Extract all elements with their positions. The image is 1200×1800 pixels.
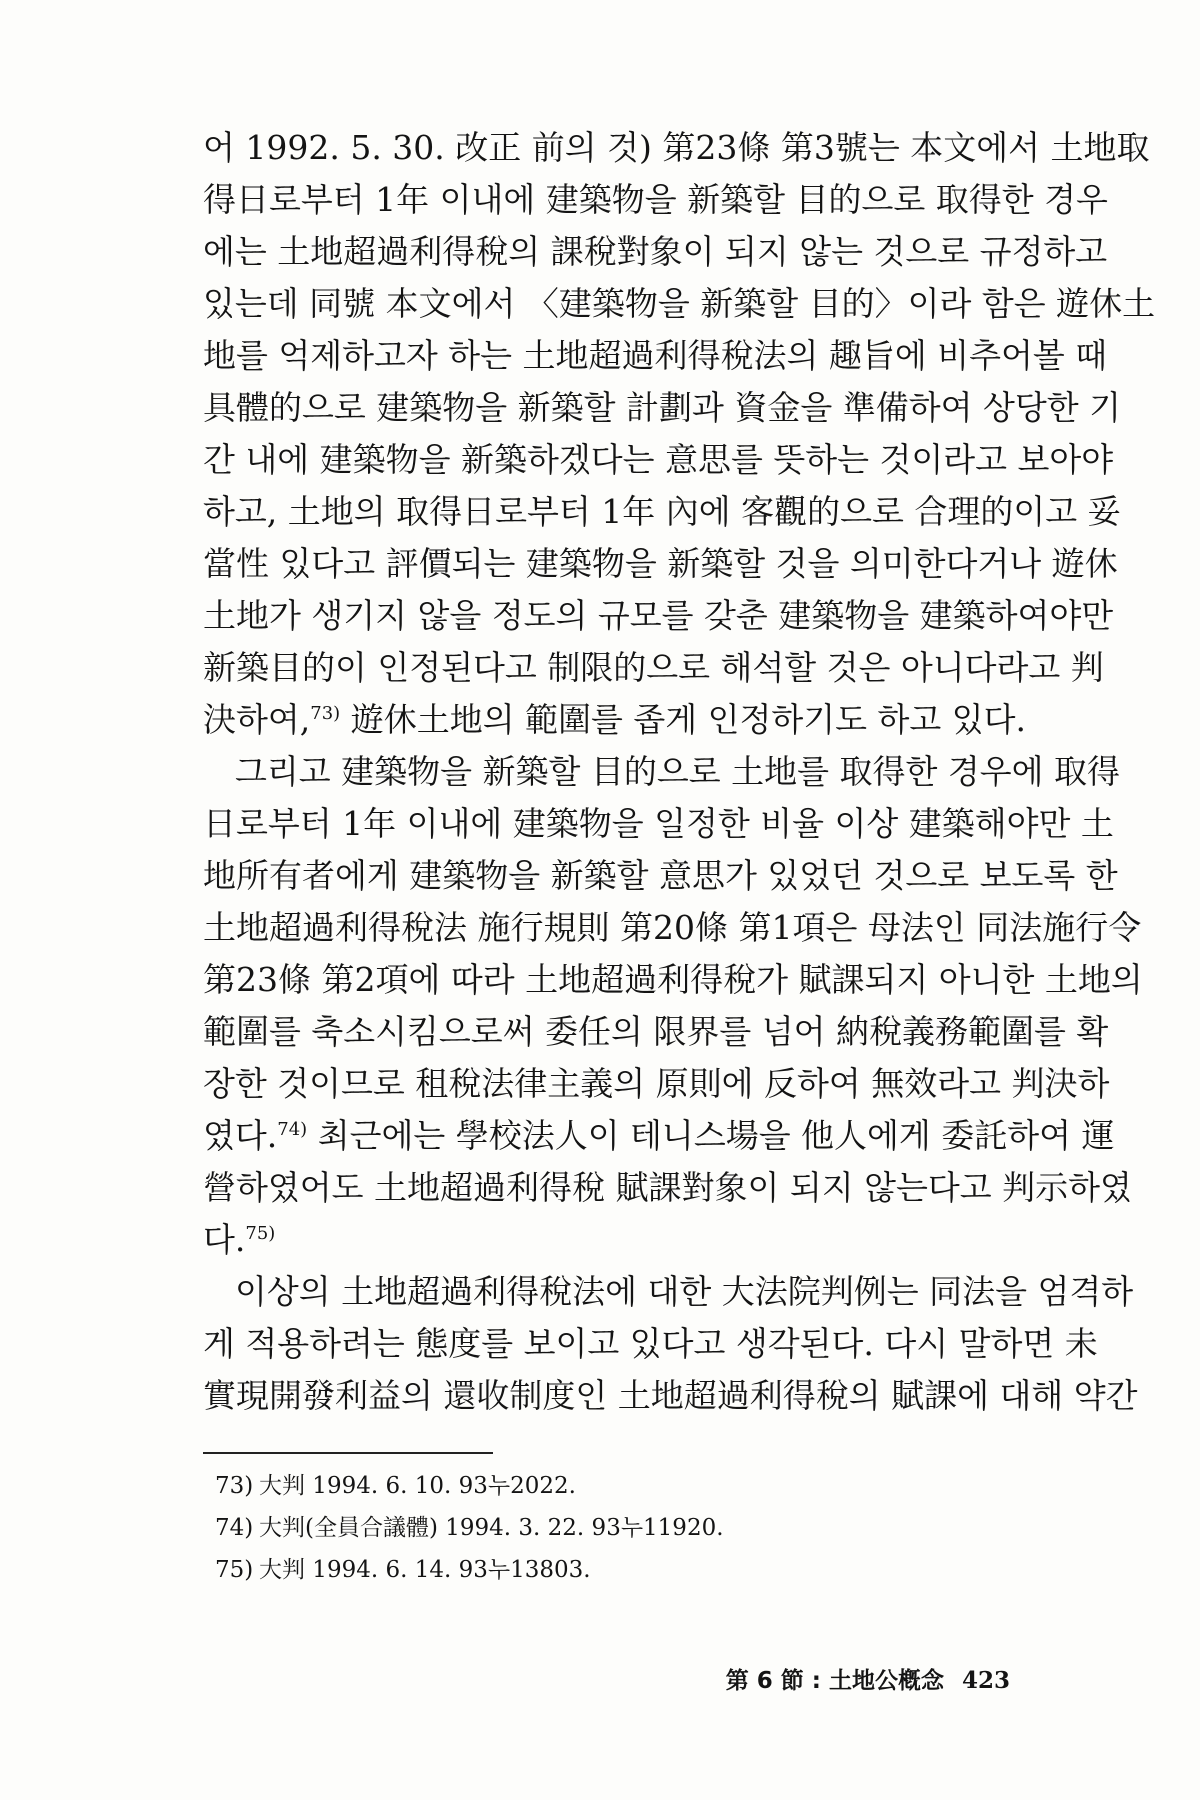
page-number: 423: [961, 1667, 1010, 1694]
body-line: 그리고 建築物을 新築할 目的으로 土地를 取得한 경우에 取得: [235, 752, 1120, 791]
body-line: 土地가 생기지 않을 정도의 규모를 갖춘 建築物을 建築하여야만: [203, 596, 1114, 635]
body-line: 實現開發利益의 還收制度인 土地超過利得稅의 賦課에 대해 약간: [203, 1376, 1138, 1415]
body-line: [203, 695, 1033, 745]
body-line: 具體的으로 建築物을 新築할 計劃과 資金을 準備하여 상당한 기: [203, 388, 1121, 427]
body-line: 있는데 同號 本文에서 〈建築物을 新築할 目的〉이라 함은 遊休土: [203, 284, 1156, 323]
footnote-ref-74: 74): [277, 1119, 308, 1140]
body-line: 어 1992. 5. 30. 改正 前의 것) 第23條 第3號는 本文에서 土地取: [203, 128, 1150, 167]
footnote: [215, 1510, 915, 1546]
body-line: 得日로부터 1年 이내에 建築物을 新築할 目的으로 取得한 경우: [203, 180, 1108, 219]
footnote-text: 大判 1994. 6. 14. 93누13803.: [259, 1557, 591, 1583]
body-line: 土地超過利得稅法 施行規則 第20條 第1項은 母法인 同法施行令: [203, 908, 1142, 947]
footnote-number: 75): [215, 1557, 254, 1583]
section-title: 第 6 節 : 土地公槪念: [725, 1668, 944, 1694]
footnote-ref-75: 75): [245, 1223, 276, 1244]
footnote-text: 大判(全員合議體) 1994. 3. 22. 93누11920.: [259, 1515, 724, 1541]
body-line: 地를 억제하고자 하는 土地超過利得稅法의 趣旨에 비추어볼 때: [203, 336, 1108, 375]
footnote: [215, 1468, 915, 1504]
body-line: 地所有者에게 建築物을 新築할 意思가 있었던 것으로 보도록 한: [203, 856, 1118, 895]
body-line: 에는 土地超過利得稅의 課稅對象이 되지 않는 것으로 규정하고: [203, 232, 1108, 271]
footnote-text: 大判 1994. 6. 10. 93누2022.: [259, 1473, 576, 1499]
body-line: 장한 것이므로 租稅法律主義의 原則에 反하여 無效라고 判決하: [203, 1064, 1110, 1103]
body-line: 하고, 土地의 取得日로부터 1年 內에 客觀的으로 合理的이고 妥: [203, 492, 1121, 531]
text-segment: 決하여,: [203, 700, 311, 739]
body-line: 이상의 土地超過利得稅法에 대한 大法院判例는 同法을 엄격하: [235, 1272, 1134, 1311]
running-footer: [726, 1662, 1010, 1695]
text-segment: 遊休土地의 範圍를 좁게 인정하기도 하고 있다.: [350, 700, 1027, 739]
text-segment: 다.: [203, 1220, 246, 1259]
footnote-ref-73: 73): [310, 703, 341, 724]
footnote: [215, 1552, 915, 1588]
body-line: 新築目的이 인정된다고 制限的으로 해석할 것은 아니다라고 判: [203, 648, 1104, 687]
body-line: 範圍를 축소시킴으로써 委任의 限界를 넘어 納稅義務範圍를 확: [203, 1012, 1109, 1051]
body-line: 게 적용하려는 態度를 보이고 있다고 생각된다. 다시 말하면 未: [203, 1324, 1098, 1363]
text-segment: 였다.: [203, 1116, 278, 1155]
text-segment: 최근에는 學校法人이 테니스場을 他人에게 委託하여 運: [317, 1116, 1115, 1155]
body-line: 간 내에 建築物을 新築하겠다는 意思를 뜻하는 것이라고 보아야: [203, 440, 1114, 479]
body-line: [203, 1111, 1115, 1161]
footnote-number: 73): [215, 1473, 254, 1499]
footnote-number: 74): [215, 1515, 254, 1541]
body-line: 營하였어도 土地超過利得稅 賦課對象이 되지 않는다고 判示하였: [203, 1168, 1132, 1207]
body-line: 日로부터 1年 이내에 建築物을 일정한 비율 이상 建築해야만 土: [203, 804, 1114, 843]
body-line: 第23條 第2項에 따라 土地超過利得稅가 賦課되지 아니한 土地의: [203, 960, 1143, 999]
body-line: [203, 1215, 1033, 1265]
footnote-divider: [203, 1452, 493, 1454]
body-line: 當性 있다고 評價되는 建築物을 新築할 것을 의미한다거나 遊休: [203, 544, 1118, 583]
